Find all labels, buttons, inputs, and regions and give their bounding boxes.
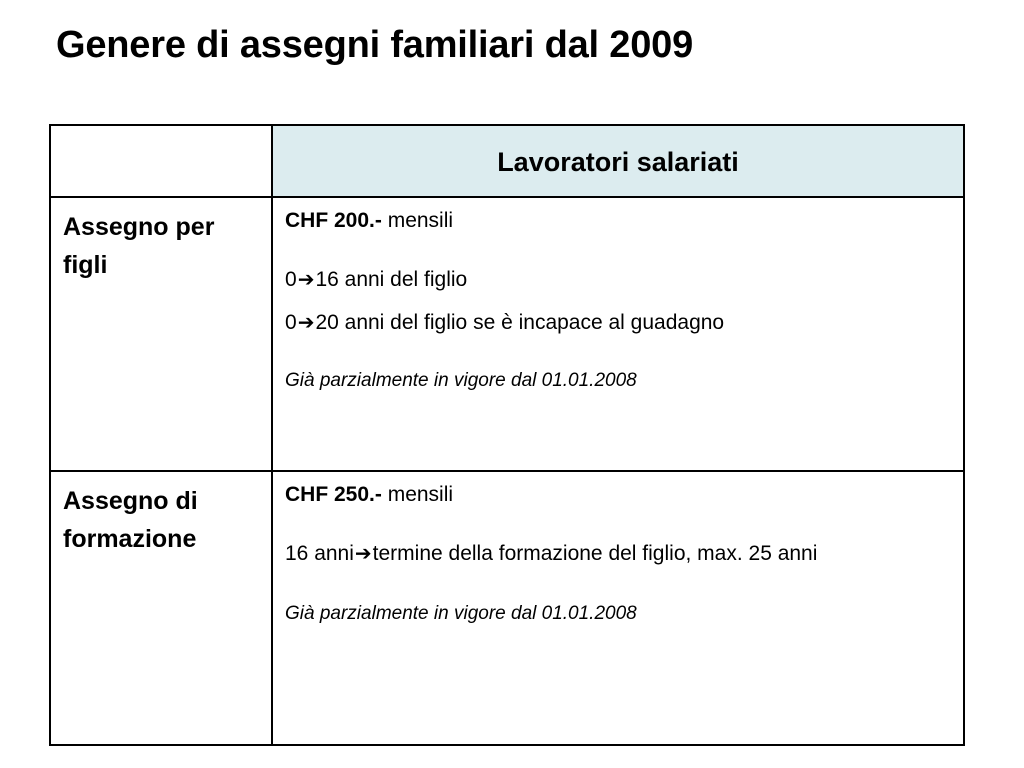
range-end: 16 anni del figlio	[315, 268, 468, 291]
column-header-cell	[272, 125, 964, 197]
row-label-cell	[50, 197, 272, 471]
range-end: 20 anni del figlio se è incapace al guadagno	[315, 311, 725, 334]
range-start: 0	[285, 311, 297, 334]
amount-value: CHF 250.-	[285, 483, 382, 506]
amount-line	[285, 482, 947, 508]
table-row	[50, 197, 964, 471]
amount-line	[285, 208, 947, 234]
row-content-cell	[272, 471, 964, 745]
row-label-assegno-per-figli: Assegno per figli	[63, 213, 215, 279]
age-range-line	[285, 307, 947, 338]
range-end: termine della formazione del figlio, max. 25 anni	[372, 542, 818, 565]
row-label-assegno-di-formazione: Assegno di formazione	[63, 487, 198, 553]
validity-note: Già parzialmente in vigore dal 01.01.2008	[285, 370, 637, 391]
amount-suffix: mensili	[387, 483, 454, 506]
range-start: 16 anni	[285, 542, 354, 565]
slide-title: Genere di assegni familiari dal 2009	[56, 24, 694, 66]
age-range-line	[285, 538, 947, 569]
amount-suffix: mensili	[387, 209, 454, 232]
table-corner-cell	[50, 125, 272, 197]
amount-value: CHF 200.-	[285, 209, 382, 232]
range-start: 0	[285, 268, 297, 291]
benefits-table	[49, 124, 965, 746]
column-header-label: Lavoratori salariati	[497, 147, 739, 177]
age-range-line	[285, 264, 947, 295]
table-header-row	[50, 125, 964, 197]
table-row	[50, 471, 964, 745]
row-label-cell	[50, 471, 272, 745]
arrow-right-icon: ➔	[297, 310, 315, 334]
validity-note: Già parzialmente in vigore dal 01.01.2008	[285, 603, 637, 624]
arrow-right-icon: ➔	[297, 267, 315, 291]
row-content-cell	[272, 197, 964, 471]
arrow-right-icon: ➔	[354, 541, 372, 565]
